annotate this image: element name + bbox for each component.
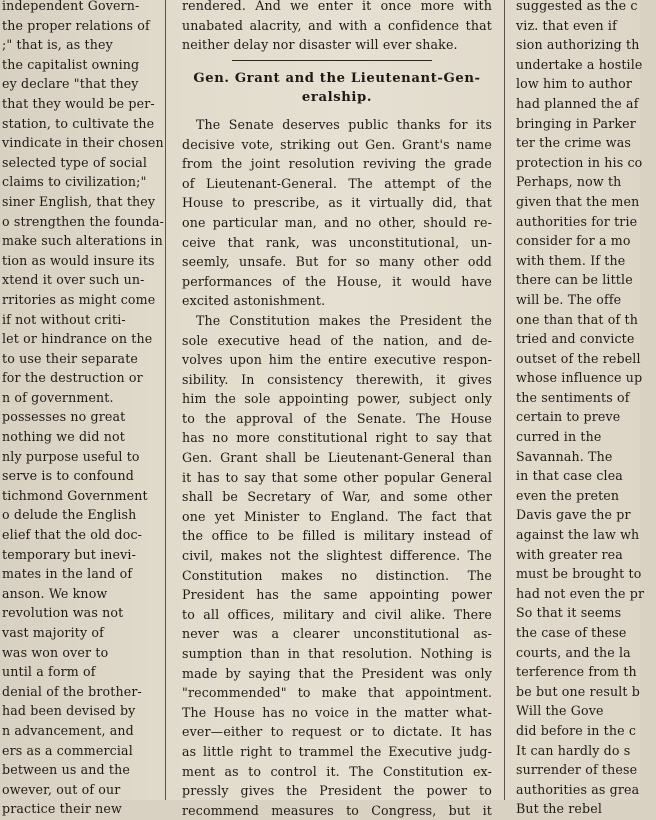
- text-line: possesses no great: [2, 409, 126, 425]
- text-line: It can hardly do s: [516, 742, 631, 758]
- text-line: ter the crime was: [516, 135, 631, 151]
- left-column-text: [2, 0, 165, 819]
- text-line: ever—either to request or to dictate. It has: [182, 724, 492, 740]
- text-line: one yet Minister to England. The fact that: [182, 508, 492, 524]
- text-line: practice their new: [2, 801, 122, 817]
- text-line: protection in his co: [516, 154, 643, 170]
- text-line: between us and the: [2, 762, 130, 778]
- text-line: rendered. And we enter it once more with: [182, 0, 492, 13]
- text-line: terference from th: [516, 664, 637, 680]
- text-line: has no more constitutional right to say that: [182, 430, 492, 446]
- text-line: low him to author: [516, 76, 633, 92]
- left-column: [0, 0, 165, 817]
- text-line: never was a clearer unconstitutional as-: [182, 626, 492, 642]
- text-line: vindicate in their chosen: [2, 135, 164, 151]
- text-line: that they would be per-: [2, 95, 155, 111]
- text-line: nothing we did not: [2, 429, 125, 445]
- text-line: The House has no voice in the matter what-: [182, 704, 492, 720]
- text-line: xtend it over such un-: [2, 272, 145, 288]
- text-line: to the approval of the Senate. The House: [182, 410, 492, 426]
- text-line: o strengthen the founda-: [2, 213, 165, 229]
- text-line: denial of the brother-: [2, 683, 142, 699]
- text-line: was won over to: [2, 644, 109, 660]
- text-line: certain to preve: [516, 409, 621, 425]
- headline-divider-rule: [232, 60, 432, 61]
- text-line: selected type of social: [2, 154, 148, 170]
- text-line: had been devised by: [2, 703, 136, 719]
- column-rule-left: [165, 0, 166, 800]
- text-line: ceive that rank, was unconstitutional, un-: [182, 234, 492, 250]
- text-line: undertake a hostile: [516, 56, 643, 72]
- text-line: siner English, that they: [2, 193, 156, 209]
- text-line: tichmond Government: [2, 487, 148, 503]
- text-line: viz. that even if: [516, 17, 617, 33]
- text-line: consider for a mo: [516, 233, 631, 249]
- text-line: temporary but inevi-: [2, 546, 136, 562]
- text-line: make such alterations in: [2, 233, 163, 249]
- text-line: "recommended" to make that appointment.: [182, 685, 492, 701]
- text-line: unabated alacrity, and with a confidence that: [182, 17, 492, 33]
- text-line: there can be little: [516, 272, 633, 288]
- text-line: outset of the rebell: [516, 350, 641, 366]
- text-line: revolution was not: [2, 605, 124, 621]
- text-line: given that the men: [516, 193, 640, 209]
- text-line: whose influence up: [516, 370, 643, 386]
- text-line: the sentiments of: [516, 389, 630, 405]
- text-line: made by saying that the President was only: [182, 665, 492, 681]
- text-line: Perhaps, now th: [516, 174, 622, 190]
- text-line: serve is to confound: [2, 468, 134, 484]
- text-line: the capitalist owning: [2, 56, 140, 72]
- text-line: against the law wh: [516, 527, 640, 543]
- text-line: ey declare "that they: [2, 76, 139, 92]
- text-line: had not even the pr: [516, 585, 645, 601]
- text-line: recommend measures to Congress, but it: [182, 802, 492, 818]
- text-line: President has the same appointing power: [182, 587, 492, 603]
- text-line: it has to say that some other popular General: [182, 469, 492, 485]
- text-line: one particular man, and no other, should re-: [182, 214, 492, 230]
- text-line: elief that the old doc-: [2, 527, 143, 543]
- text-line: sumption than in that resolution. Nothing is: [182, 646, 492, 661]
- text-line: claims to civilization;": [2, 174, 147, 190]
- text-line: ers as a commercial: [2, 742, 133, 758]
- text-line: rritories as might come: [2, 291, 156, 307]
- article-headline-line-1: Gen. Grant and the Lieutenant-Gen-: [193, 70, 481, 86]
- text-line: sibility. In consistency therewith, it gives: [182, 371, 492, 387]
- text-line: ;" that is, as they: [2, 37, 113, 53]
- text-line: The Senate deserves public thanks for its: [196, 116, 492, 132]
- article-body: [182, 115, 492, 820]
- text-line: civil, makes not the slightest difference. The: [182, 548, 492, 564]
- text-line: from the joint resolution reviving the grade: [182, 156, 492, 172]
- text-line: tried and convicte: [516, 331, 635, 347]
- text-line: surrender of these: [516, 762, 638, 778]
- text-line: nly purpose useful to: [2, 448, 140, 464]
- text-line: bringing in Parker: [516, 115, 636, 131]
- text-line: vast majority of: [2, 625, 104, 640]
- text-line: shall be Secretary of War, and some other: [182, 489, 492, 505]
- text-line: The Constitution makes the President the: [196, 312, 492, 328]
- text-line: him the sole appointing power, subject only: [182, 391, 492, 407]
- text-line: Will the Gove: [516, 703, 604, 719]
- text-line: with greater rea: [516, 546, 623, 562]
- text-line: authorities as grea: [516, 781, 640, 797]
- text-line: the case of these: [516, 625, 627, 640]
- text-line: in that case clea: [516, 468, 623, 484]
- text-line: did before in the c: [516, 722, 637, 738]
- text-line: But the rebel: [516, 801, 603, 817]
- text-line: independent Govern-: [2, 0, 140, 13]
- text-line: suggested as the c: [516, 0, 638, 13]
- text-line: authorities for trie: [516, 213, 638, 229]
- right-column: [510, 0, 650, 817]
- text-line: owever, out of our: [2, 781, 121, 797]
- text-line: the office to be filled is military instead of: [182, 528, 492, 544]
- text-line: Gen. Grant shall be Lieutenant-General than: [182, 450, 492, 466]
- article-headline-line-2: eralship.: [301, 90, 373, 106]
- text-line: if not without criti-: [2, 311, 126, 327]
- text-line: sole executive head of the nation, and de-: [182, 332, 492, 348]
- text-line: n of government.: [2, 389, 114, 405]
- text-line: will be. The offe: [516, 291, 622, 307]
- text-line: performances of the House, it would have: [182, 273, 492, 289]
- middle-column-text: [182, 0, 492, 820]
- text-line: even the preten: [516, 487, 620, 503]
- text-line: Davis gave the pr: [516, 507, 631, 523]
- text-line: House to prescribe, as it virtually did, that: [182, 195, 492, 211]
- text-line: curred in the: [516, 429, 602, 445]
- text-line: for the destruction or: [2, 370, 143, 386]
- text-line: station, to cultivate the: [2, 115, 155, 131]
- text-line: let or hindrance on the: [2, 331, 153, 347]
- text-line: tion as would insure its: [2, 252, 155, 268]
- text-line: seemly, unsafe. But for so many other odd: [182, 254, 492, 270]
- text-line: one than that of th: [516, 311, 638, 327]
- text-line: ment as to control it. The Constitution ex-: [182, 763, 492, 779]
- text-line: decisive vote, striking out Gen. Grant's name: [182, 136, 492, 152]
- text-line: courts, and the la: [516, 644, 631, 660]
- headline-gap: [182, 108, 492, 115]
- text-line: be but one result b: [516, 683, 640, 699]
- text-line: n advancement, and: [2, 722, 134, 738]
- intro-paragraph: [182, 0, 492, 55]
- text-line: with them. If the: [516, 252, 626, 268]
- text-line: Savannah. The: [516, 448, 613, 464]
- right-column-text: [516, 0, 656, 819]
- text-line: pressly gives the President the power to: [182, 783, 492, 799]
- text-line: of Lieutenant-General. The attempt of the: [182, 175, 492, 191]
- text-line: mates in the land of: [2, 566, 133, 582]
- text-line: anson. We know: [2, 585, 108, 601]
- separator-space: [182, 55, 492, 69]
- column-rule-right: [504, 0, 505, 800]
- text-line: neither delay nor disaster will ever shake.: [182, 37, 458, 53]
- text-line: to use their separate: [2, 350, 139, 366]
- text-line: Constitution makes no distinction. The: [182, 567, 492, 583]
- text-line: the proper relations of: [2, 17, 150, 33]
- text-line: as little right to trammel the Executive judg-: [182, 743, 492, 759]
- text-line: must be brought to: [516, 566, 642, 582]
- text-line: until a form of: [2, 664, 96, 680]
- text-line: o delude the English: [2, 507, 137, 523]
- middle-column: [172, 0, 498, 818]
- text-line: to all offices, military and civil alike. There: [182, 606, 492, 622]
- text-line: sion authorizing th: [516, 37, 640, 53]
- text-line: had planned the af: [516, 95, 639, 111]
- text-line: volves upon him the entire executive respon-: [182, 352, 492, 368]
- text-line: excited astonishment.: [182, 293, 326, 309]
- text-line: So that it seems: [516, 605, 622, 621]
